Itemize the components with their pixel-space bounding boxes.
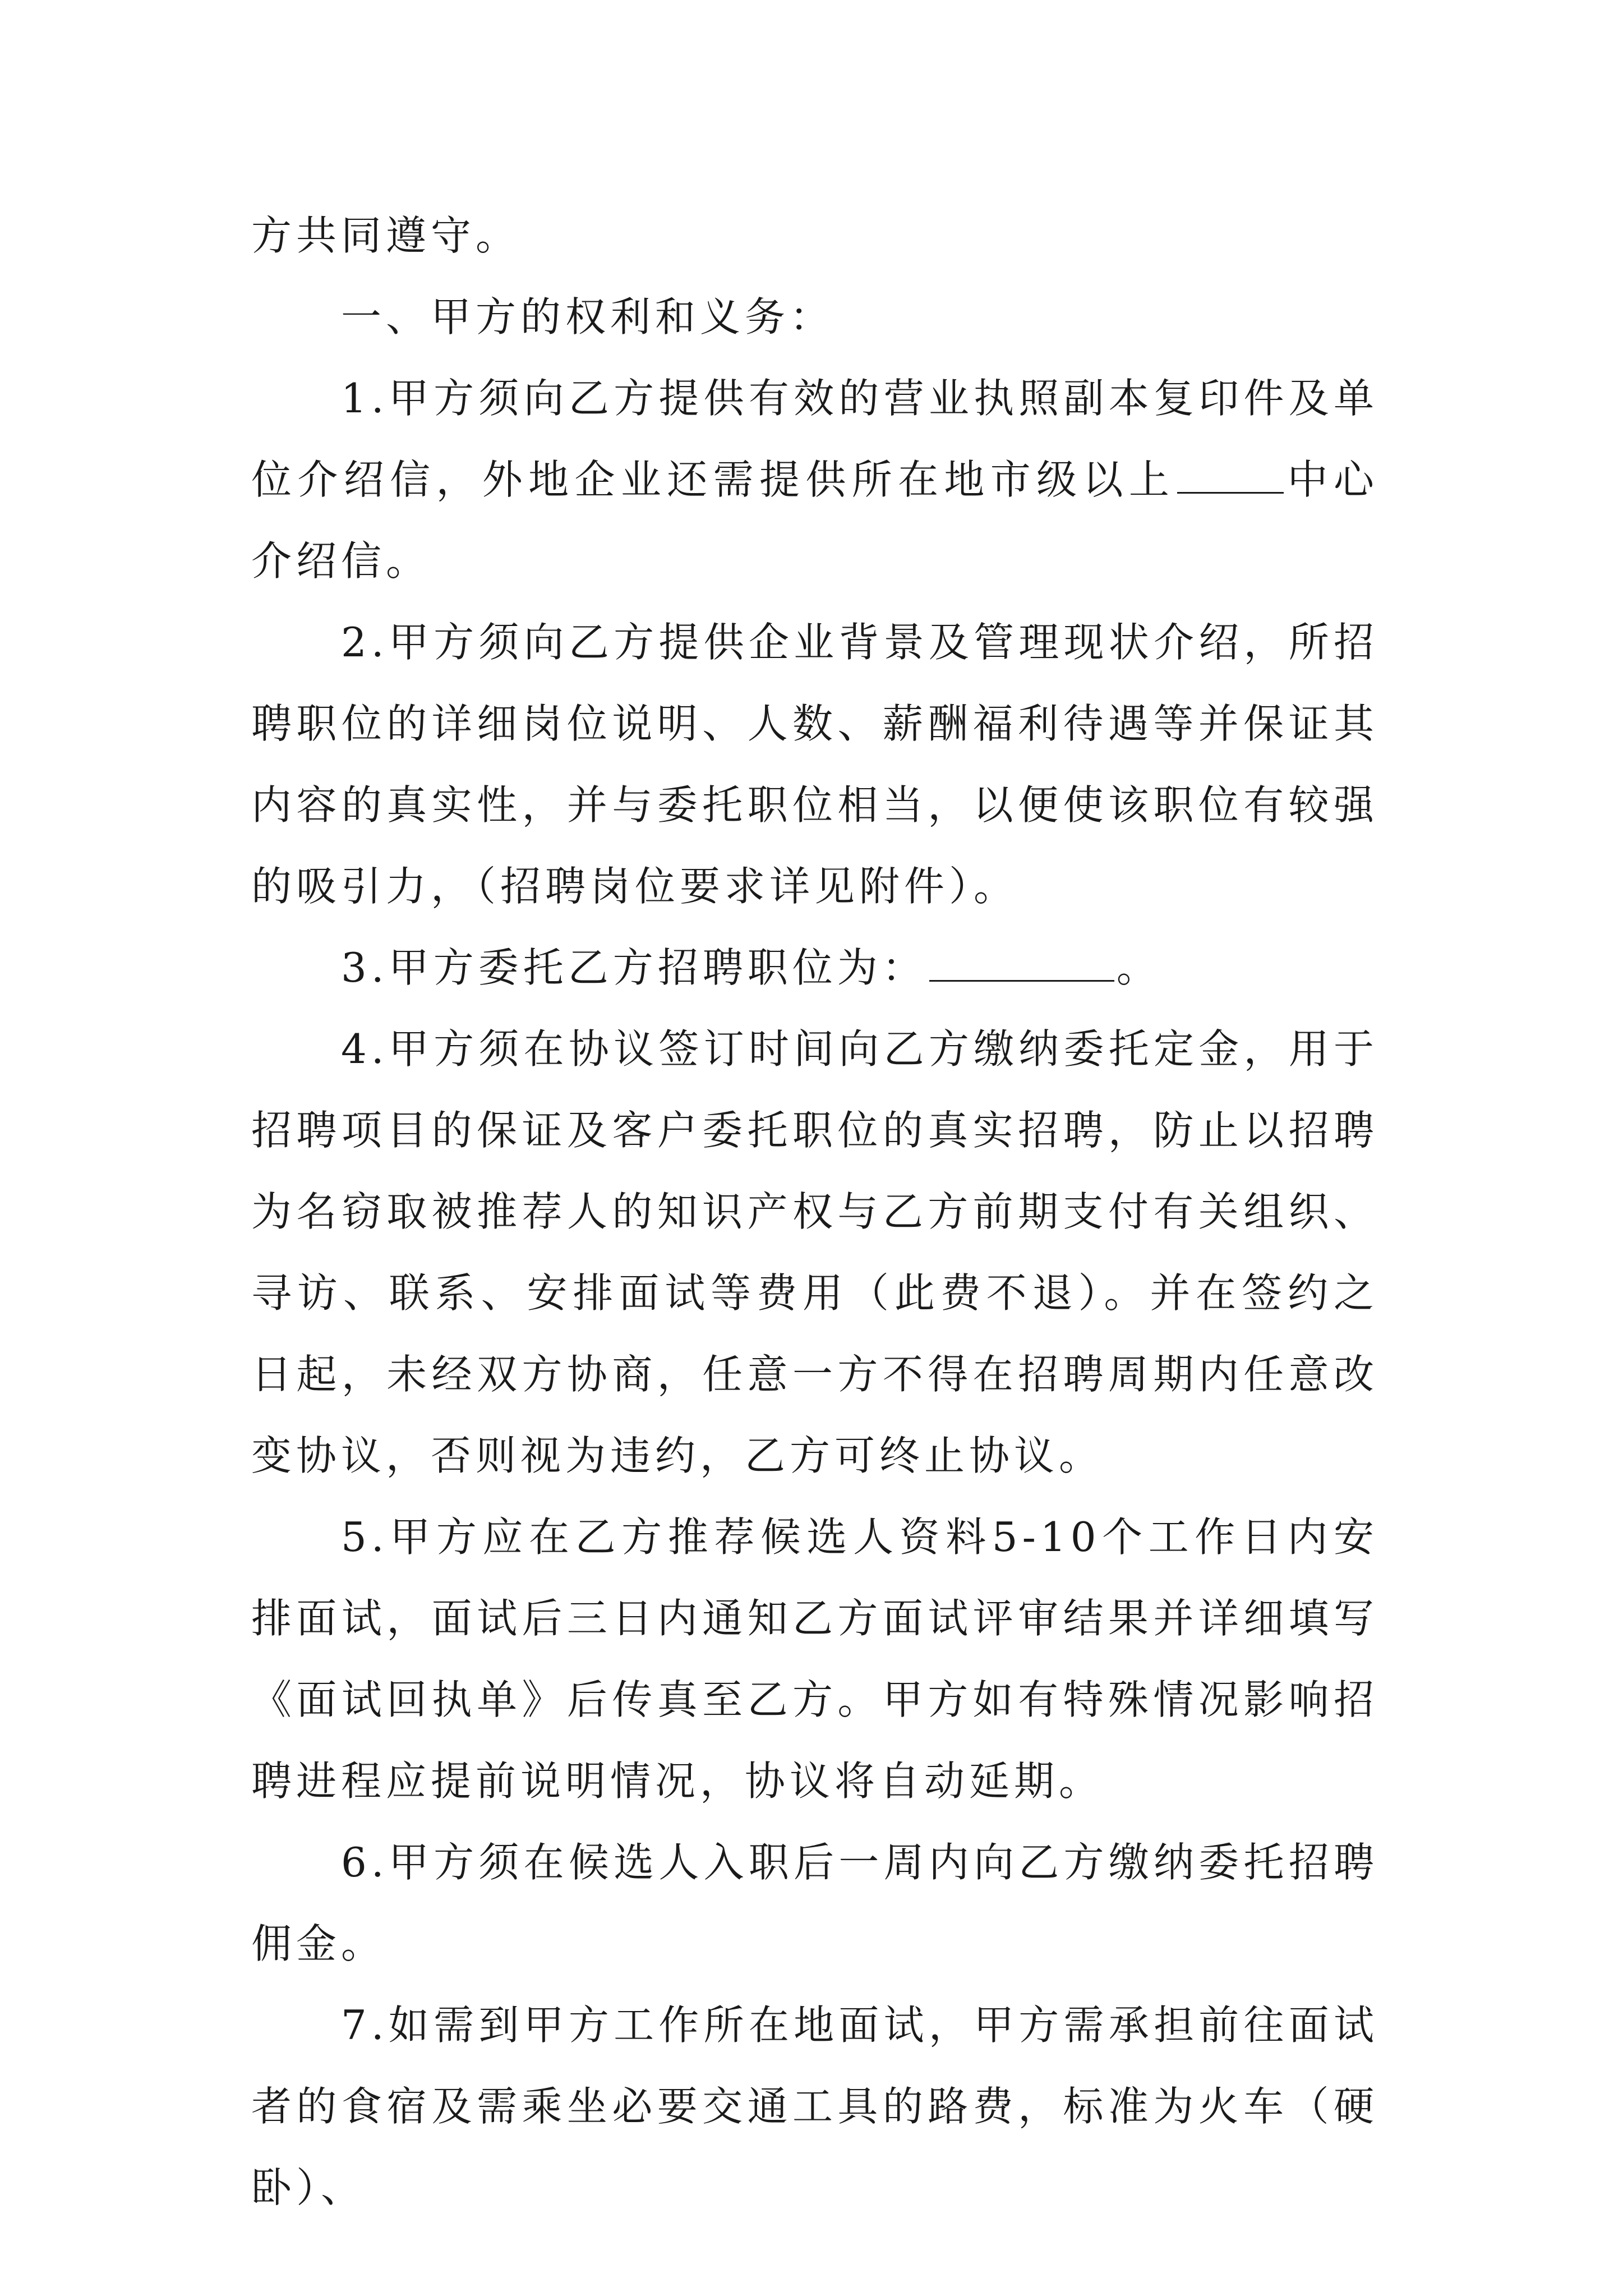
clause-3 <box>251 927 1378 1009</box>
clause-1-text-b: 中心介绍信。 <box>251 456 1378 585</box>
clause-7: 7.如需到甲方工作所在地面试，甲方需承担前往面试者的食宿及需乘坐必要交通工具的路费，标准为火车（硬卧）、 <box>251 2001 1378 2211</box>
section-heading: 一、甲方的权利和义务： <box>341 293 835 341</box>
document-body <box>251 195 1378 2229</box>
paragraph-continuation: 方共同遵守。 <box>251 212 521 259</box>
clause-1-text-a: 1.甲方须向乙方提供有效的营业执照副本复印件及单位介绍信，外地企业还需提供所在地市级以上 <box>251 375 1378 503</box>
clause-3-text-a: 3.甲方委托乙方招聘职位为： <box>341 944 927 991</box>
clause-2: 2.甲方须向乙方提供企业背景及管理现状介绍，所招聘职位的详细岗位说明、人数、薪酬福利待遇等并保证其内容的真实性，并与委托职位相当，以便使该职位有较强的吸引力，（招聘岗位要求详见附件）。 <box>251 619 1378 910</box>
clause-1 <box>251 358 1378 602</box>
clause-4: 4.甲方须在协议签订时间向乙方缴纳委托定金，用于招聘项目的保证及客户委托职位的真实招聘，防止以招聘为名窃取被推荐人的知识产权与乙方前期支付有关组织、寻访、联系、安排面试等费用（此费不退）。并在签约之日起，未经双方协商，任意一方不得在招聘周期内任意改变协议，否则视为违约，乙方可终止协议。 <box>251 1025 1378 1479</box>
fill-blank-line <box>929 946 1114 982</box>
clause-5: 5.甲方应在乙方推荐候选人资料5-10个工作日内安排面试，面试后三日内通知乙方面试评审结果并详细填写《面试回执单》后传真至乙方。甲方如有特殊情况影响招聘进程应提前说明情况，协议将自动延期。 <box>251 1513 1378 1805</box>
clause-3-text-b: 。 <box>1116 944 1161 991</box>
fill-blank-line <box>1177 458 1284 494</box>
clause-6: 6.甲方须在候选人入职后一周内向乙方缴纳委托招聘佣金。 <box>251 1839 1378 1967</box>
